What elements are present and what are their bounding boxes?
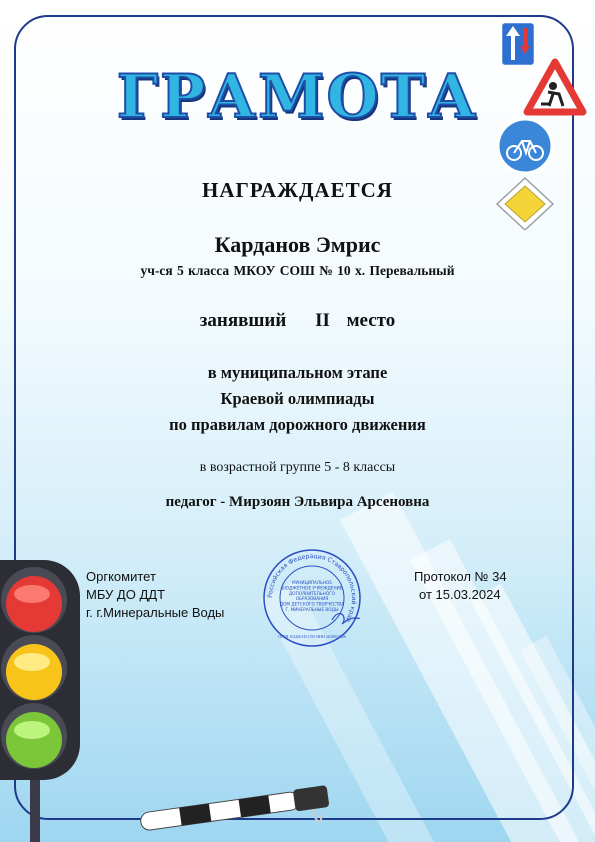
red-light-icon	[1, 567, 67, 633]
svg-text:БЮДЖЕТНОЕ УЧРЕЖДЕНИЕ: БЮДЖЕТНОЕ УЧРЕЖДЕНИЕ	[281, 585, 343, 591]
svg-text:Г. МИНЕРАЛЬНЫЕ ВОДЫ: Г. МИНЕРАЛЬНЫЕ ВОДЫ	[285, 607, 339, 612]
recipient-name: Карданов Эмрис	[214, 232, 381, 257]
protocol-date: от 15.03.2024	[419, 587, 501, 602]
svg-text:Российская Федерация Ставропол: Российская Федерация Ставропольский край	[266, 552, 358, 624]
yellow-light-icon	[1, 635, 67, 701]
protocol-number: Протокол № 34	[414, 569, 507, 584]
teacher-line: педагог - Мирзоян Эльвира Арсеновна	[165, 494, 430, 510]
place-prefix: занявший	[199, 310, 287, 331]
stage-line-2: Краевой олимпиады	[220, 389, 375, 408]
stage-line-3: по правилам дорожного движения	[169, 415, 426, 434]
place-value: II	[315, 310, 330, 331]
svg-text:ДОМ ДЕТСКОГО ТВОРЧЕСТВА: ДОМ ДЕТСКОГО ТВОРЧЕСТВА	[279, 601, 345, 607]
organizer-line-3: г. г.Минеральные Воды	[86, 605, 225, 620]
organizer-line-2: МБУ ДО ДДТ	[86, 587, 166, 602]
age-group: в возрастной группе 5 - 8 классы	[199, 460, 396, 475]
one-way-sign-icon	[501, 22, 535, 66]
certificate-title: ГРАМОТА	[116, 62, 479, 132]
school-line: уч-ся 5 класса МКОУ СОШ № 10 х. Перевальный	[140, 263, 455, 278]
striped-baton-illustration	[135, 780, 335, 842]
svg-text:ДОПОЛНИТЕЛЬНОГО: ДОПОЛНИТЕЛЬНОГО	[289, 590, 335, 596]
stage-line-1: в муниципальном этапе	[207, 363, 388, 382]
official-seal	[262, 548, 362, 648]
organizer-line-1: Оргкомитет	[86, 569, 156, 584]
awarded-heading: НАГРАЖДАЕТСЯ	[202, 178, 393, 202]
svg-text:ОБРАЗОВАНИЯ: ОБРАЗОВАНИЯ	[295, 596, 329, 602]
svg-text:МУНИЦИПАЛЬНОЕ: МУНИЦИПАЛЬНОЕ	[292, 580, 332, 585]
protocol-block	[414, 568, 507, 604]
green-light-icon	[1, 703, 67, 769]
svg-text:ОГРН 1022601451193 ИНН 2630015: ОГРН 1022601451193 ИНН 2630015386	[278, 634, 346, 639]
organizer-block	[86, 568, 224, 622]
place-line	[0, 310, 595, 332]
place-suffix: место	[346, 310, 396, 331]
traffic-light-illustration	[0, 560, 86, 842]
